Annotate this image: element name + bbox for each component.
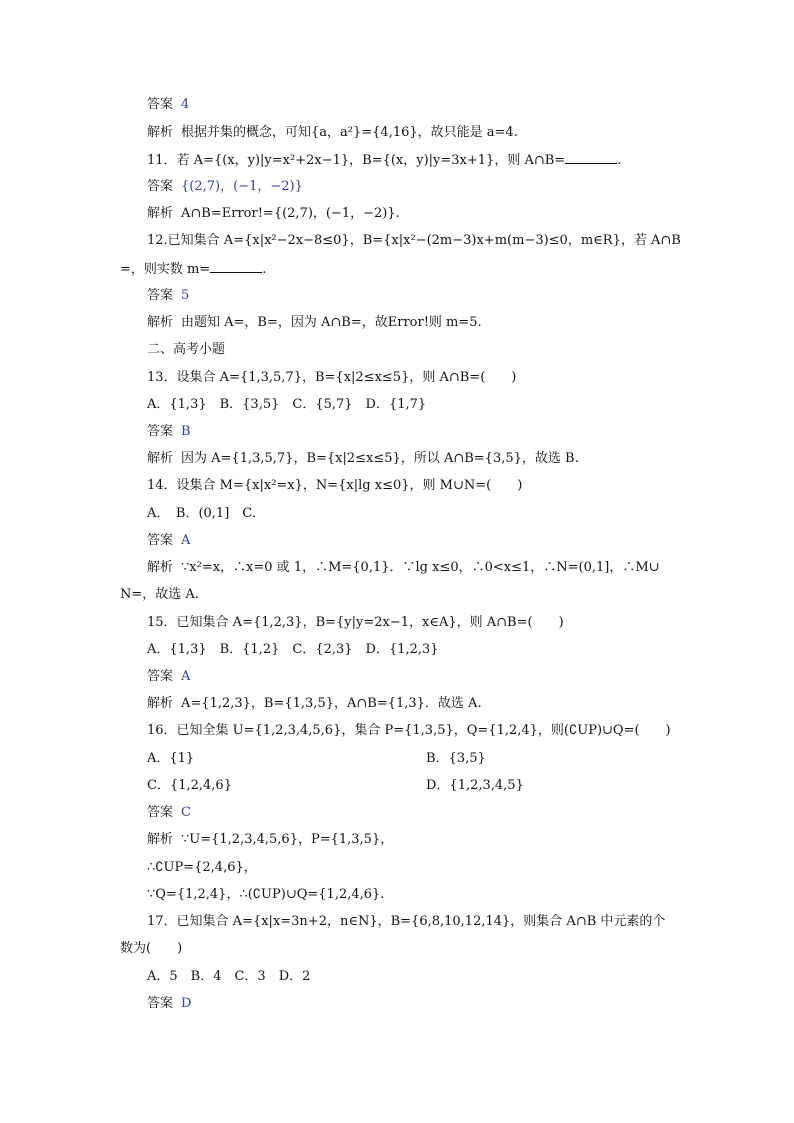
answer-line: 答案 {(2,7)，(−1，−2)} (147, 179, 303, 194)
answer-line: 答案 D (147, 996, 192, 1011)
answer-line: 答案 4 (147, 97, 190, 112)
choices-17: A．5 B．4 C．3 D．2 (147, 969, 311, 984)
choices-14: A． B．(0,1] C． (147, 506, 266, 521)
question-17-cont: 数为( ) (120, 941, 183, 956)
question-13: 13．设集合 A={1,3,5,7}，B={x|2≤x≤5}，则 A∩B=( ) (147, 370, 517, 385)
analysis-cont: ∴∁UP={2,4,6}， (147, 860, 257, 875)
question-12: 12.已知集合 A={x|x²−2x−8≤0}，B={x|x²−(2m−3)x+m(m−3)≤0，m∈R}，若 A∩B (147, 233, 681, 248)
question-12-cont: =，则实数 m= . (120, 262, 267, 277)
choices-13: A．{1,3} B．{3,5} C．{5,7} D．{1,7} (147, 397, 427, 412)
answer-line: 答案 B (147, 424, 191, 439)
analysis-cont: N=，故选 A. (120, 587, 199, 602)
analysis-line: 解析 因为 A={1,3,5,7}，B={x|2≤x≤5}，所以 A∩B={3,5}，故选 B. (147, 451, 579, 466)
analysis-line: 解析 ∵x²=x，∴x=0 或 1，∴M={0,1}．∵lg x≤0，∴0<x≤1，∴N=(0,1]，∴M∪ (147, 560, 660, 575)
analysis-line: 解析 A={1,2,3}，B={1,3,5}，A∩B={1,3}．故选 A. (147, 696, 482, 711)
question-15: 15．已知集合 A={1,2,3}，B={y|y=2x−1，x∈A}，则 A∩B=( ) (147, 615, 564, 630)
analysis-line: 解析 根据并集的概念，可知{a，a²}={4,16}，故只能是 a=4. (147, 125, 518, 140)
choices-15: A．{1,3} B．{1,2} C．{2,3} D．{1,2,3} (147, 642, 439, 657)
answer-line: 答案 C (147, 805, 191, 820)
answer-line: 答案 A (147, 669, 191, 684)
analysis-line: 解析 A∩B=Error!={(2,7)，(−1，−2)}. (147, 206, 400, 221)
answer-blank (210, 260, 262, 273)
section-heading: 二、高考小题 (147, 342, 226, 357)
analysis-line: 解析 由题知 A=，B=，因为 A∩B=，故Error!则 m=5. (147, 315, 482, 330)
answer-line: 答案 5 (147, 288, 190, 303)
question-11: 11．若 A={(x，y)|y=x²+2x−1}，B={(x，y)|y=3x+1}，则 A∩B= . (147, 153, 622, 168)
analysis-cont: ∵Q={1,2,4}，∴(∁UP)∪Q={1,2,4,6}. (147, 887, 385, 902)
answer-blank (565, 151, 617, 164)
question-17: 17．已知集合 A={x|x=3n+2，n∈N}，B={6,8,10,12,14}，则集合 A∩B 中元素的个 (147, 914, 666, 929)
question-14: 14．设集合 M={x|x²=x}，N={x|lg x≤0}，则 M∪N=( ) (147, 478, 523, 493)
answer-line: 答案 A (147, 533, 191, 548)
analysis-line: 解析 ∵U={1,2,3,4,5,6}，P={1,3,5}， (147, 832, 394, 847)
question-16: 16．已知全集 U={1,2,3,4,5,6}，集合 P={1,3,5}，Q={1,2,4}，则(∁UP)∪Q=( ) (147, 723, 671, 738)
choices-16-row2: C．{1,2,4,6} D．{1,2,3,4,5} (147, 778, 524, 793)
choices-16-row1: A．{1} B．{3,5} (147, 751, 486, 766)
